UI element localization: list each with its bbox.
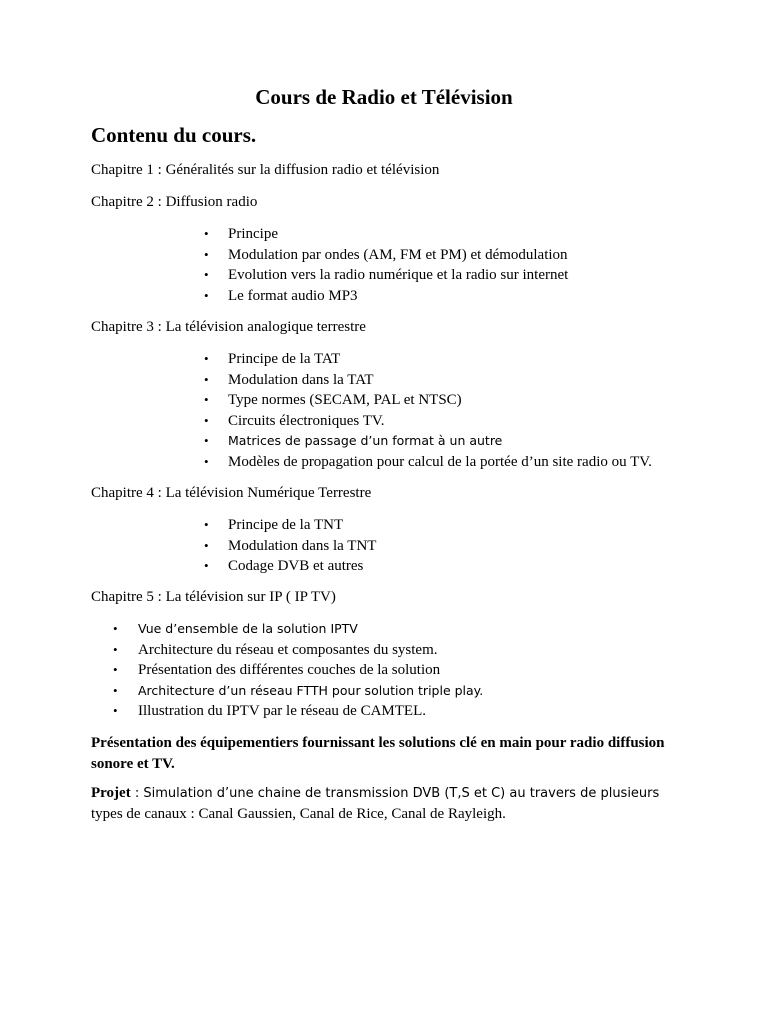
projet-label: Projet [91, 785, 131, 801]
list-item [204, 515, 376, 536]
list-item [204, 286, 568, 307]
list-item [204, 411, 652, 432]
chapter-2-list [204, 224, 568, 306]
list-item [204, 452, 652, 473]
bullet-icon: • [204, 267, 209, 283]
list-item-text: Modulation dans la TAT [228, 371, 374, 388]
list-item-text: Vue d’ensemble de la solution IPTV [138, 621, 358, 636]
projet-line-1 [91, 783, 691, 804]
bullet-icon: • [113, 703, 118, 719]
bullet-icon: • [204, 558, 209, 574]
chapter-4-heading: Chapitre 4 : La télévision Numérique Terrestre [91, 485, 372, 501]
list-item [204, 370, 652, 391]
bullet-icon: • [113, 621, 118, 636]
bullet-icon: • [113, 662, 118, 678]
document-subtitle: Contenu du cours. [91, 123, 257, 147]
bullet-icon: • [204, 412, 209, 428]
list-item-text: Principe de la TAT [228, 351, 341, 367]
list-item-text: Modulation par ondes (AM, FM et PM) et démodulation [228, 246, 568, 263]
list-item-text: Type normes (SECAM, PAL et NTSC) [228, 392, 462, 409]
chapter-3-list [204, 349, 652, 473]
list-item [113, 660, 483, 681]
list-item-text: Architecture d’un réseau FTTH pour solution triple play. [138, 682, 484, 698]
list-item-text: Présentation des différentes couches de la solution [138, 662, 441, 679]
bullet-icon: • [204, 517, 209, 532]
list-item [204, 224, 568, 245]
chapter-2-heading: Chapitre 2 : Diffusion radio [91, 194, 258, 210]
bullet-icon: • [204, 226, 209, 241]
list-item [204, 265, 568, 286]
list-item-text: Modulation dans la TNT [228, 537, 377, 554]
list-item-text: Circuits électroniques TV. [228, 412, 385, 429]
list-item [204, 431, 652, 452]
bullet-icon: • [113, 641, 118, 657]
list-item-text: Illustration du IPTV par le réseau de CAMTEL. [138, 703, 426, 720]
list-item [204, 536, 376, 557]
list-item-text: Modèles de propagation pour calcul de la portée d’un site radio ou TV. [228, 453, 652, 470]
projet-text-1: : Simulation d’une chaine de transmission DVB (T,S et C) au travers de plusieurs [130, 786, 660, 801]
list-item [204, 245, 568, 266]
list-item [204, 349, 652, 370]
list-item-text: Codage DVB et autres [228, 558, 364, 575]
bullet-icon: • [204, 453, 209, 469]
list-item-text: Principe de la TNT [228, 517, 344, 533]
list-item [113, 701, 483, 722]
bullet-icon: • [204, 392, 209, 408]
list-item-text: Le format audio MP3 [228, 287, 358, 304]
list-item-text: Principe [228, 226, 278, 242]
chapter-5-heading: Chapitre 5 : La télévision sur IP ( IP TV) [91, 589, 336, 605]
chapter-5-list [113, 619, 483, 722]
bullet-icon: • [204, 371, 209, 387]
presentation-paragraph: Présentation des équipementiers fournissant les solutions clé en main pour radio diffusion sonore et TV. [91, 735, 665, 772]
list-item-text: Evolution vers la radio numérique et la radio sur internet [228, 267, 569, 284]
list-item [113, 640, 483, 661]
projet-paragraph [91, 783, 691, 824]
chapter-3-heading: Chapitre 3 : La télévision analogique terrestre [91, 319, 366, 335]
list-item [204, 390, 652, 411]
chapter-1-heading: Chapitre 1 : Généralités sur la diffusion radio et télévision [91, 162, 440, 178]
projet-line-2: types de canaux : Canal Gaussien, Canal de Rice, Canal de Rayleigh. [91, 806, 506, 822]
document-title: Cours de Radio et Télévision [255, 85, 513, 109]
chapter-4-list [204, 515, 376, 577]
bullet-icon: • [204, 433, 209, 449]
list-item-text: Matrices de passage d’un format à un autre [228, 433, 503, 449]
list-item-text: Architecture du réseau et composantes du system. [138, 641, 438, 658]
bullet-icon: • [113, 682, 118, 698]
list-item [113, 619, 483, 640]
list-item [113, 681, 483, 702]
list-item [204, 556, 376, 577]
bullet-icon: • [204, 287, 209, 303]
bullet-icon: • [204, 351, 209, 366]
bullet-icon: • [204, 246, 209, 262]
bullet-icon: • [204, 537, 209, 553]
